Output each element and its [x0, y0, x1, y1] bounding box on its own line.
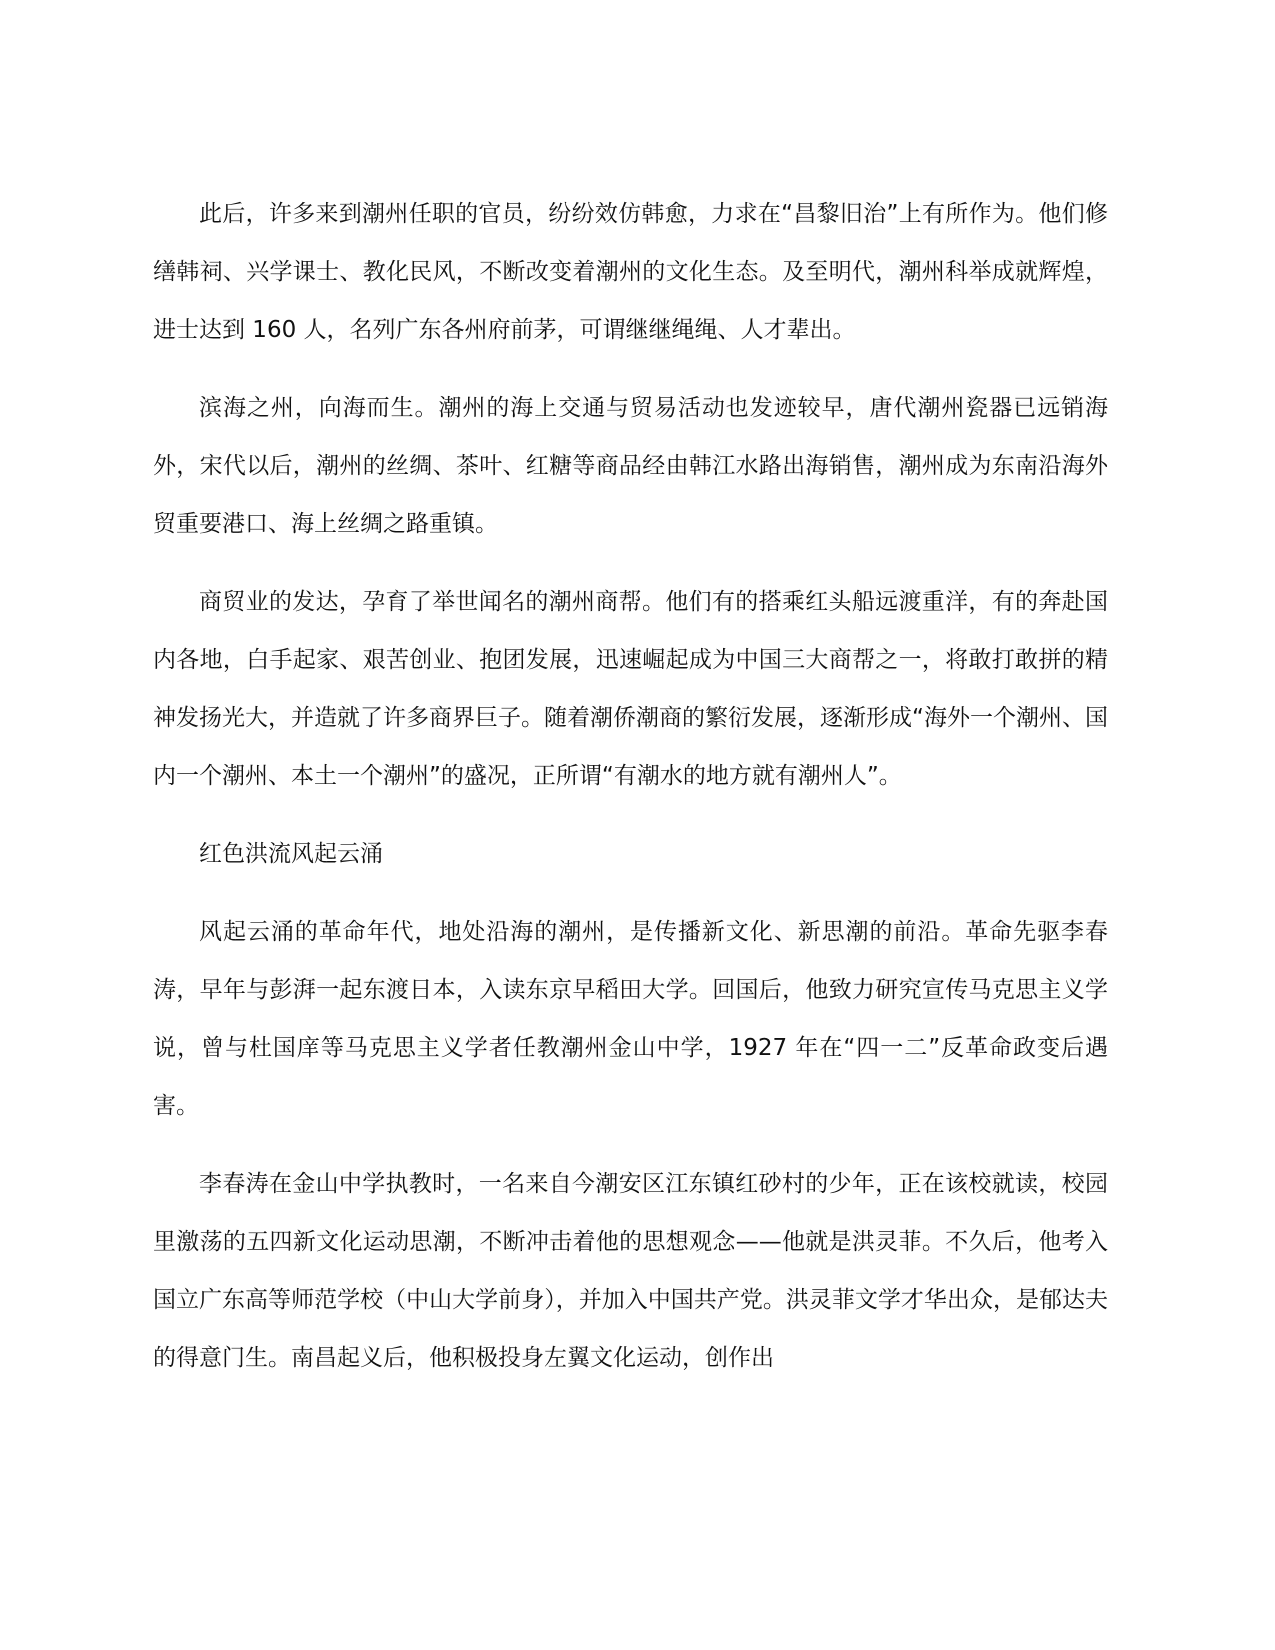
paragraph-officials: 此后，许多来到潮州任职的官员，纷纷效仿韩愈，力求在“昌黎旧治”上有所作为。他们修缮韩祠、兴学课士、教化民风，不断改变着潮州的文化生态。及至明代，潮州科举成就辉煌，进士达到 160 人，名列广东各州府前茅，可谓继继绳绳、人才辈出。 [153, 201, 1108, 343]
paragraph-chaozhou-merchants: 商贸业的发达，孕育了举世闻名的潮州商帮。他们有的搭乘红头船远渡重洋，有的奔赴国内各地，白手起家、艰苦创业、抱团发展，迅速崛起成为中国三大商帮之一，将敢打敢拼的精神发扬光大，并造就了许多商界巨子。随着潮侨潮商的繁衍发展，逐渐形成“海外一个潮州、国内一个潮州、本土一个潮州”的盛况，正所谓“有潮水的地方就有潮州人”。 [153, 589, 1108, 789]
document-body [153, 185, 1108, 1407]
paragraph-maritime-trade: 滨海之州，向海而生。潮州的海上交通与贸易活动也发迹较早，唐代潮州瓷器已远销海外，宋代以后，潮州的丝绸、茶叶、红糖等商品经由韩江水路出海销售，潮州成为东南沿海外贸重要港口、海上丝绸之路重镇。 [153, 395, 1108, 537]
paragraph-li-chuntao: 风起云涌的革命年代，地处沿海的潮州，是传播新文化、新思潮的前沿。革命先驱李春涛，早年与彭湃一起东渡日本，入读东京早稻田大学。回国后，他致力研究宣传马克思主义学说，曾与杜国庠等马克思主义学者任教潮州金山中学，1927 年在“四一二”反革命政变后遇害。 [153, 919, 1108, 1119]
paragraph-hong-lingfei: 李春涛在金山中学执教时，一名来自今潮安区江东镇红砂村的少年，正在该校就读，校园里激荡的五四新文化运动思潮，不断冲击着他的思想观念——他就是洪灵菲。不久后，他考入国立广东高等师范学校（中山大学前身），并加入中国共产党。洪灵菲文学才华出众，是郁达夫的得意门生。南昌起义后，他积极投身左翼文化运动，创作出 [153, 1171, 1108, 1371]
section-heading: 红色洪流风起云涌 [199, 841, 383, 867]
